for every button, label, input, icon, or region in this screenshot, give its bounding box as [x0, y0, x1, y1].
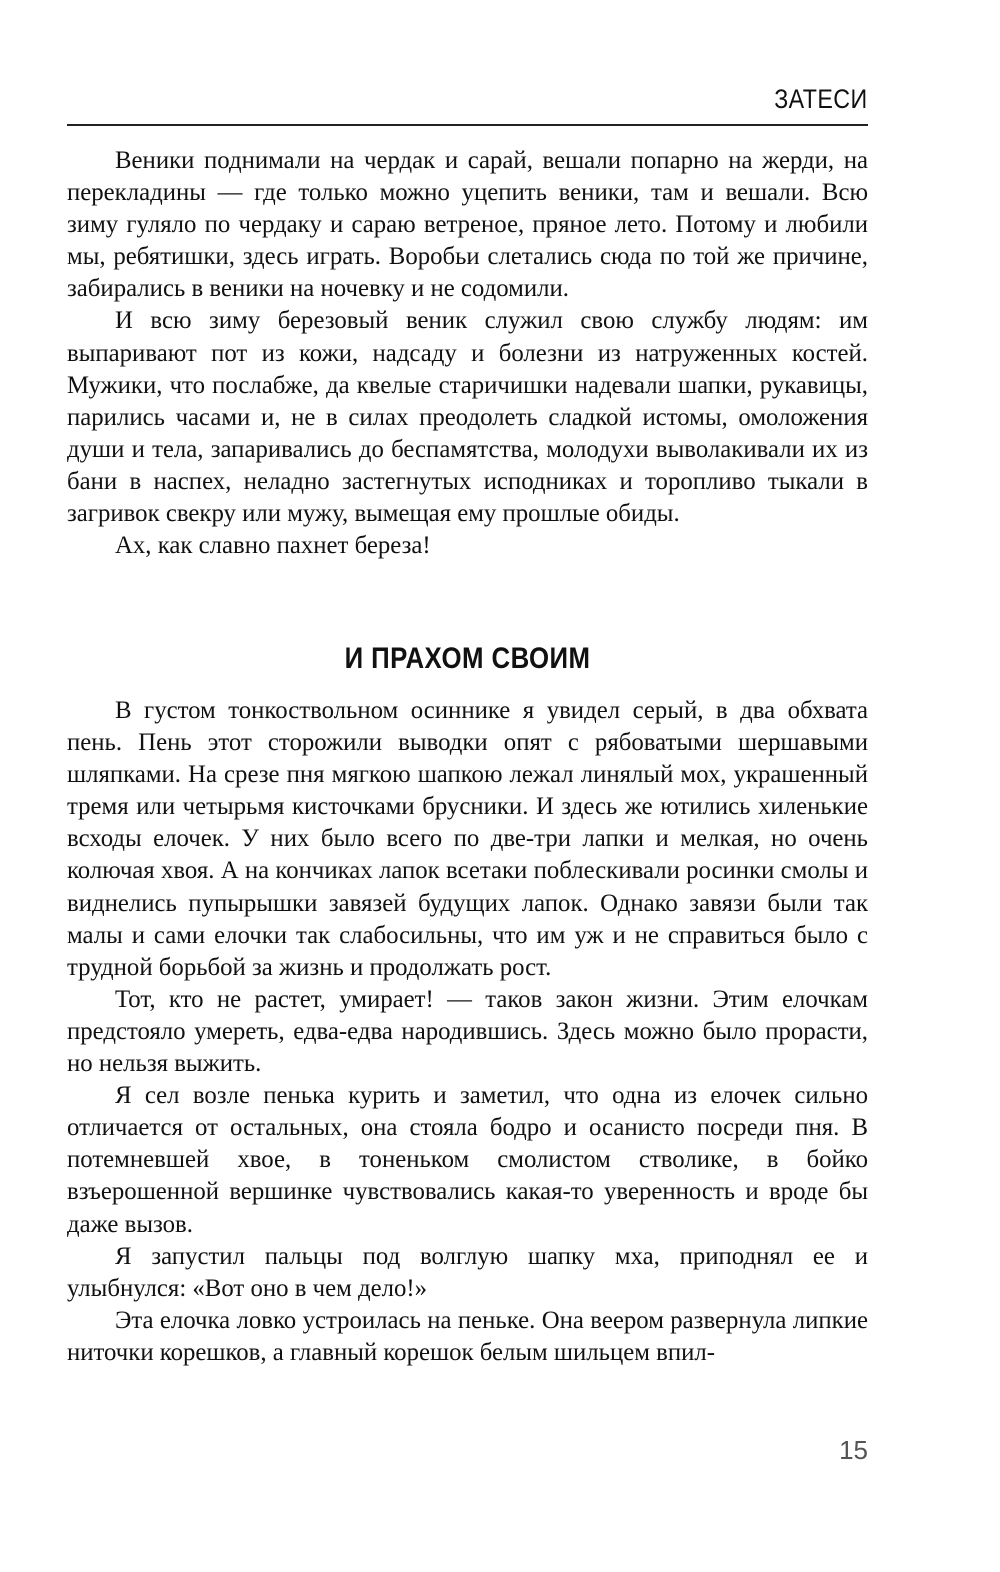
- paragraph: Ах, как славно пахнет береза!: [115, 532, 431, 560]
- header-rule: [67, 124, 868, 126]
- section-1-text: [67, 145, 868, 562]
- paragraph: Тот, кто не растет, умирает! — таков закон жизни. Этим елочкам предстояло умереть, едва-едва народившись. Здесь можно было прорасти, но нельзя выжить.: [67, 985, 868, 1078]
- paragraph: В густом тонкоствольном осиннике я увидел серый, в два обхвата пень. Пень этот сторожили выводки опят с рябоватыми шершавыми шляпками. На срезе пня мягкою шапкою лежал линялый мох, украшенный тремя или четырьмя кисточками брусники. И здесь же ютились хиленькие всходы елочек. У них было всего по две-три лапки и мелкая, но очень колючая хвоя. А на кончиках лапок всетаки поблескивали росинки смолы и виднелись пупырышки завязей будущих лапок. Однако завязи были так малы и сами елочки так слабосильны, что им уж и не справиться было с трудной борьбой за жизнь и продолжать рост.: [67, 697, 868, 981]
- paragraph: Я сел возле пенька курить и заметил, что одна из елочек сильно отличается от остальных, она стояла бодро и осанисто посреди пня. В потемневшей хвое, в тоненьком смолистом стволике, в бойко взъерошенной вершинке чувствовались какая-то уверенность и вроде бы даже вызов.: [67, 1082, 868, 1238]
- paragraph: Эта елочка ловко устроилась на пеньке. Она веером развернула липкие ниточки корешков, а главный корешок белым шильцем впил-: [67, 1306, 868, 1366]
- section-heading: И ПРАХОМ СВОИМ: [344, 642, 591, 675]
- page-number: 15: [839, 1435, 868, 1465]
- paragraph: Я запустил пальцы под волглую шапку мха, приподнял ее и улыбнулся: «Вот оно в чем дело!»: [67, 1242, 868, 1302]
- paragraph: Веники поднимали на чердак и сарай, вешали попарно на жерди, на перекладины — где только можно уцепить веники, там и вешали. Всю зиму гуляло по чердаку и сараю ветреное, пряное лето. Потому и любили мы, ребятишки, здесь играть. Воробьи слетались сюда по той же причине, забирались в веники на ночевку и не содомили.: [67, 147, 868, 303]
- section-2-text: [67, 695, 868, 1369]
- paragraph: И всю зиму березовый веник служил свою службу людям: им выпаривают пот из кожи, надсаду и болезни из натруженных костей. Мужики, что послабже, да квелые старичишки надевали шапки, рукавицы, парились часами и, не в силах преодолеть сладкой истомы, омоложения души и тела, запаривались до беспамятства, молодухи выволакивали их из бани в наспех, неладно застегнутых исподниках и торопливо тыкали в загривок свекру или мужу, вымещая ему прошлые обиды.: [67, 307, 868, 528]
- running-head: ЗАТЕСИ: [774, 84, 868, 114]
- book-page: [67, 0, 868, 1572]
